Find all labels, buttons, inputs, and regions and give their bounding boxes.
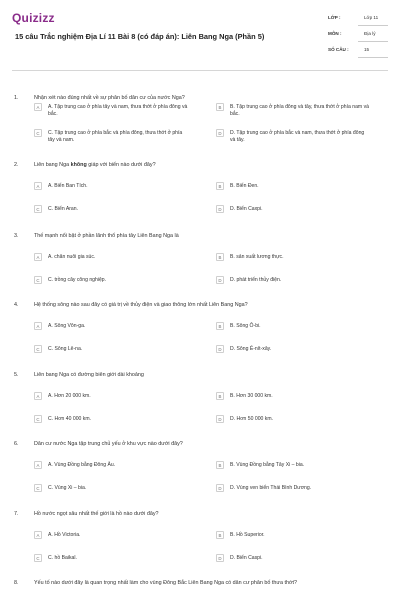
question-text: Liên bang Nga có đường biên giới dài khoảng xyxy=(34,372,144,378)
option-letter-box: A xyxy=(34,322,42,330)
option-c[interactable] xyxy=(34,346,188,353)
option-text: A. chăn nuôi gia súc. xyxy=(48,254,96,260)
option-letter-box: D xyxy=(216,345,224,353)
option-letter-box: D xyxy=(216,129,224,137)
question-number: 4. xyxy=(14,302,19,308)
header xyxy=(0,0,400,70)
option-letter-box: C xyxy=(34,554,42,562)
question-text: Hệ thống sông nào sau đây có giá trị về thủy điện và giao thông lớn nhất Liên Bang Nga? xyxy=(34,302,248,308)
option-d[interactable] xyxy=(216,277,370,284)
option-letter-box: C xyxy=(34,415,42,423)
option-d[interactable] xyxy=(216,206,370,213)
option-a[interactable] xyxy=(34,393,188,400)
option-letter-box: C xyxy=(34,276,42,284)
option-letter-box: C xyxy=(34,484,42,492)
option-text: B. Biển Đen. xyxy=(230,183,259,189)
meta-underline xyxy=(358,57,388,58)
meta-underline xyxy=(358,25,388,26)
page-title: 15 câu Trắc nghiệm Địa Lí 11 Bài 8 (có đáp án): Liên Bang Nga (Phần 5) xyxy=(15,32,265,41)
option-text: B. sản xuất lương thực. xyxy=(230,254,284,260)
meta-value: Địa lý xyxy=(364,31,376,36)
meta-label: SỐ CÂU : xyxy=(328,47,349,52)
quizizz-logo[interactable]: Quizizz xyxy=(12,11,55,25)
option-a[interactable] xyxy=(34,254,188,261)
question-text: Nhận xét nào đúng nhất về sự phân bố dân cư của nước Nga? xyxy=(34,95,185,101)
option-b[interactable] xyxy=(216,323,370,330)
option-b[interactable] xyxy=(216,393,370,400)
option-letter-box: A xyxy=(34,253,42,261)
option-letter-box: D xyxy=(216,415,224,423)
option-b[interactable] xyxy=(216,462,370,469)
option-c[interactable] xyxy=(34,277,188,284)
option-letter-box: B xyxy=(216,182,224,190)
option-letter-box: B xyxy=(216,322,224,330)
option-letter-box: B xyxy=(216,461,224,469)
question-number: 8. xyxy=(14,580,19,586)
option-d[interactable] xyxy=(216,555,370,562)
option-text: D. Tập trung cao ở phía bắc và nam, thưa thớt ở phía đông và tây. xyxy=(230,130,365,143)
option-text: C. Sông Lê-na. xyxy=(48,346,83,352)
meta-label: LỚP : xyxy=(328,15,341,20)
question-number: 7. xyxy=(14,511,19,517)
option-text: A. Hồ Victoria. xyxy=(48,532,81,538)
question-text: Yếu tố nào dưới đây là quan trọng nhất làm cho vùng Đông Bắc Liên Bang Nga có dân cư phân bố thưa thớt? xyxy=(34,580,298,586)
meta-panel xyxy=(326,12,388,60)
option-b[interactable] xyxy=(216,104,370,118)
option-letter-box: A xyxy=(34,103,42,111)
option-a[interactable] xyxy=(34,462,188,469)
option-letter-box: A xyxy=(34,531,42,539)
option-text: A. Hơn 20 000 km. xyxy=(48,393,91,399)
option-text: B. Vùng Đồng bằng Tây Xi – bia. xyxy=(230,462,305,468)
option-c[interactable] xyxy=(34,130,188,144)
option-text: D. Vùng ven biển Thái Bình Dương. xyxy=(230,485,312,491)
question-number: 1. xyxy=(14,95,19,101)
meta-underline xyxy=(358,41,388,42)
option-a[interactable] xyxy=(34,532,188,539)
option-b[interactable] xyxy=(216,254,370,261)
option-text: B. Tập trung cao ở phía đông và tây, thưa thớt ở phía nam và bắc. xyxy=(230,104,369,117)
question-text: Dân cư nước Nga tập trung chủ yếu ở khu vực nào dưới đây? xyxy=(34,441,183,447)
emphasis-word: không xyxy=(70,162,87,168)
option-a[interactable] xyxy=(34,183,188,190)
question-number: 2. xyxy=(14,162,19,168)
option-c[interactable] xyxy=(34,555,188,562)
meta-row-class xyxy=(326,12,388,28)
option-text: D. Hơn 50 000 km. xyxy=(230,416,273,422)
option-text: D. Biển Caspi. xyxy=(230,555,263,561)
option-d[interactable] xyxy=(216,346,370,353)
question-text: Hồ nước ngọt sâu nhất thế giới là hồ nào dưới đây? xyxy=(34,511,159,517)
option-letter-box: B xyxy=(216,253,224,261)
option-letter-box: D xyxy=(216,554,224,562)
option-letter-box: C xyxy=(34,345,42,353)
question-text: Thế mạnh nổi bật ở phần lãnh thổ phía tây Liên Bang Nga là xyxy=(34,233,179,239)
option-text: C. trồng cây công nghiệp. xyxy=(48,277,107,283)
option-d[interactable] xyxy=(216,130,370,144)
header-divider xyxy=(12,70,388,71)
option-letter-box: A xyxy=(34,392,42,400)
option-letter-box: A xyxy=(34,461,42,469)
question-text: Liên bang Nga không giáp với biển nào dưới đây? xyxy=(34,162,156,168)
meta-value: Lớp 11 xyxy=(364,15,379,20)
meta-value: 15 xyxy=(364,47,370,52)
option-text: A. Biển Ban Tích. xyxy=(48,183,88,189)
option-text: C. Vùng Xi – bia. xyxy=(48,485,87,491)
option-d[interactable] xyxy=(216,485,370,492)
option-d[interactable] xyxy=(216,416,370,423)
question-number: 5. xyxy=(14,372,19,378)
option-letter-box: A xyxy=(34,182,42,190)
option-b[interactable] xyxy=(216,183,370,190)
question-number: 3. xyxy=(14,233,19,239)
option-text: A. Vùng Đồng bằng Đông Âu. xyxy=(48,462,116,468)
option-text: B. Sông Ô-bi. xyxy=(230,323,261,329)
meta-row-subject xyxy=(326,28,388,44)
meta-label: MÔN : xyxy=(328,31,342,36)
option-text: D. Biển Caxpi. xyxy=(230,206,263,212)
option-c[interactable] xyxy=(34,416,188,423)
option-letter-box: B xyxy=(216,392,224,400)
option-text: C. Tập trung cao ở phía bắc và phía đông, thưa thớt ở phía tây và nam. xyxy=(48,130,183,143)
option-text: C. Hơn 40 000 km. xyxy=(48,416,91,422)
option-letter-box: C xyxy=(34,205,42,213)
option-text: A. Sông Vôn-ga. xyxy=(48,323,86,329)
option-text: B. Hồ Superior. xyxy=(230,532,265,538)
option-text: A. Tập trung cao ở phía tây và nam, thưa thớt ở phía đông và bắc. xyxy=(48,104,188,117)
option-text: D. Sông Ê-nít-xây. xyxy=(230,346,272,352)
option-letter-box: D xyxy=(216,276,224,284)
option-c[interactable] xyxy=(34,485,188,492)
option-c[interactable] xyxy=(34,206,188,213)
question-number: 6. xyxy=(14,441,19,447)
option-a[interactable] xyxy=(34,323,188,330)
option-text: C. hồ Baikal. xyxy=(48,555,77,561)
option-text: B. Hơn 30 000 km. xyxy=(230,393,273,399)
option-letter-box: D xyxy=(216,484,224,492)
option-letter-box: B xyxy=(216,103,224,111)
option-text: C. Biển Aran. xyxy=(48,206,79,212)
option-text: D. phát triển thủy điện. xyxy=(230,277,282,283)
option-letter-box: B xyxy=(216,531,224,539)
option-letter-box: C xyxy=(34,129,42,137)
meta-row-count xyxy=(326,44,388,60)
option-a[interactable] xyxy=(34,104,188,118)
option-letter-box: D xyxy=(216,205,224,213)
option-b[interactable] xyxy=(216,532,370,539)
